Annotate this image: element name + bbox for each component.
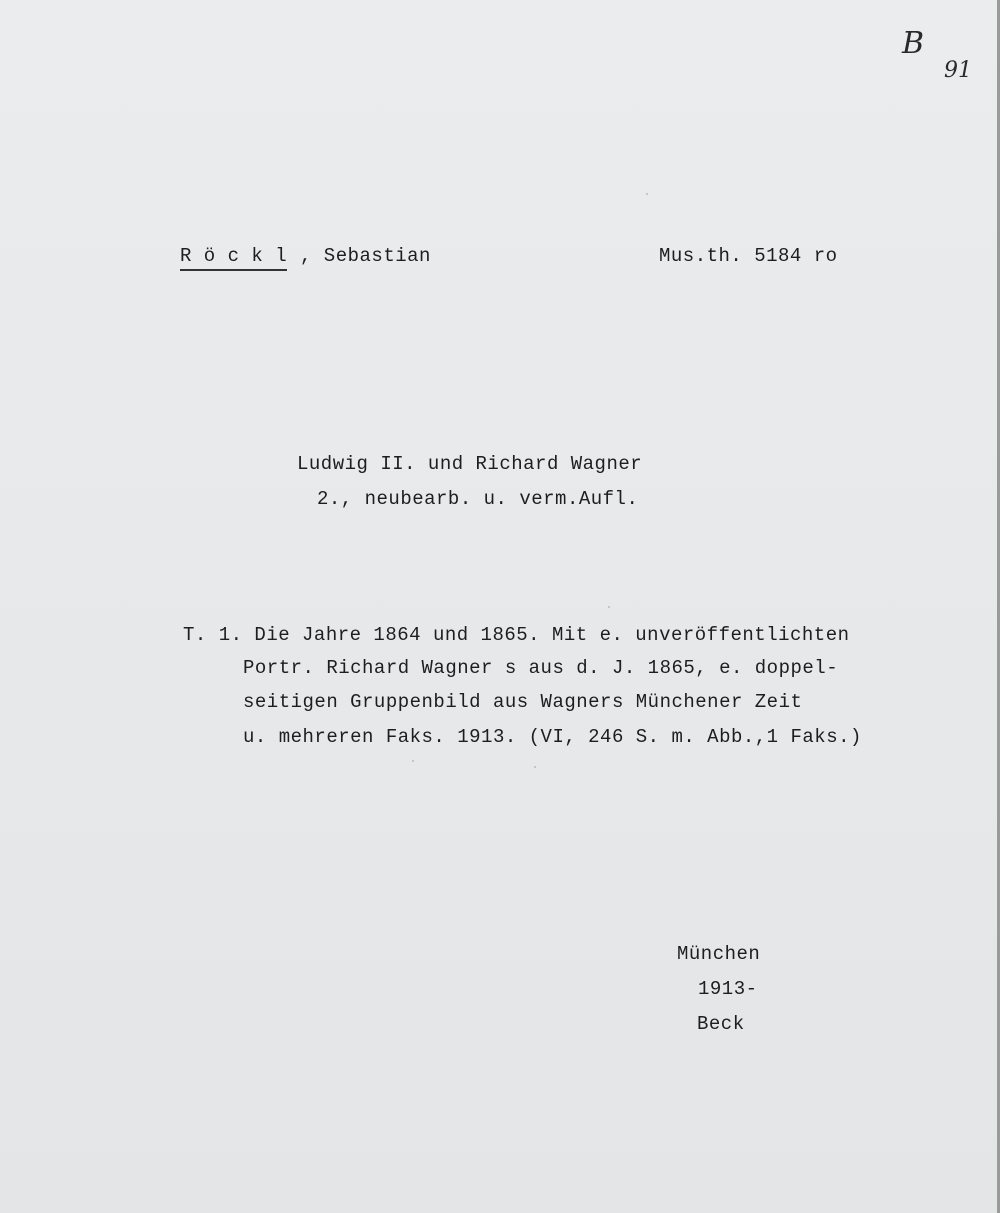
- edition-statement: 2., neubearb. u. verm.Aufl.: [317, 488, 639, 510]
- volume-line-4: u. mehreren Faks. 1913. (VI, 246 S. m. Abb.,1 Faks.): [243, 726, 862, 748]
- author-given-name: , Sebastian: [300, 245, 431, 267]
- author-surname: R ö c k l: [180, 247, 287, 271]
- imprint-year: 1913-: [698, 978, 758, 1000]
- paper-speck: [412, 760, 414, 762]
- paper-speck: [608, 606, 610, 608]
- title-line-1: Ludwig II. und Richard Wagner: [297, 453, 643, 475]
- handwritten-letter: B: [902, 26, 925, 61]
- volume-line-1: T. 1. Die Jahre 1864 und 1865. Mit e. unveröffentlichten: [183, 624, 850, 646]
- imprint-place: München: [677, 943, 761, 965]
- handwritten-number: 91: [944, 58, 972, 83]
- volume-line-2: Portr. Richard Wagner s aus d. J. 1865, e. doppel-: [243, 657, 839, 679]
- volume-line-3: seitigen Gruppenbild aus Wagners Münchener Zeit: [243, 691, 803, 713]
- paper-speck: [534, 766, 536, 768]
- shelfmark: Mus.th. 5184 ro: [659, 245, 838, 267]
- paper-speck: [646, 193, 648, 195]
- imprint-publisher: Beck: [697, 1013, 745, 1035]
